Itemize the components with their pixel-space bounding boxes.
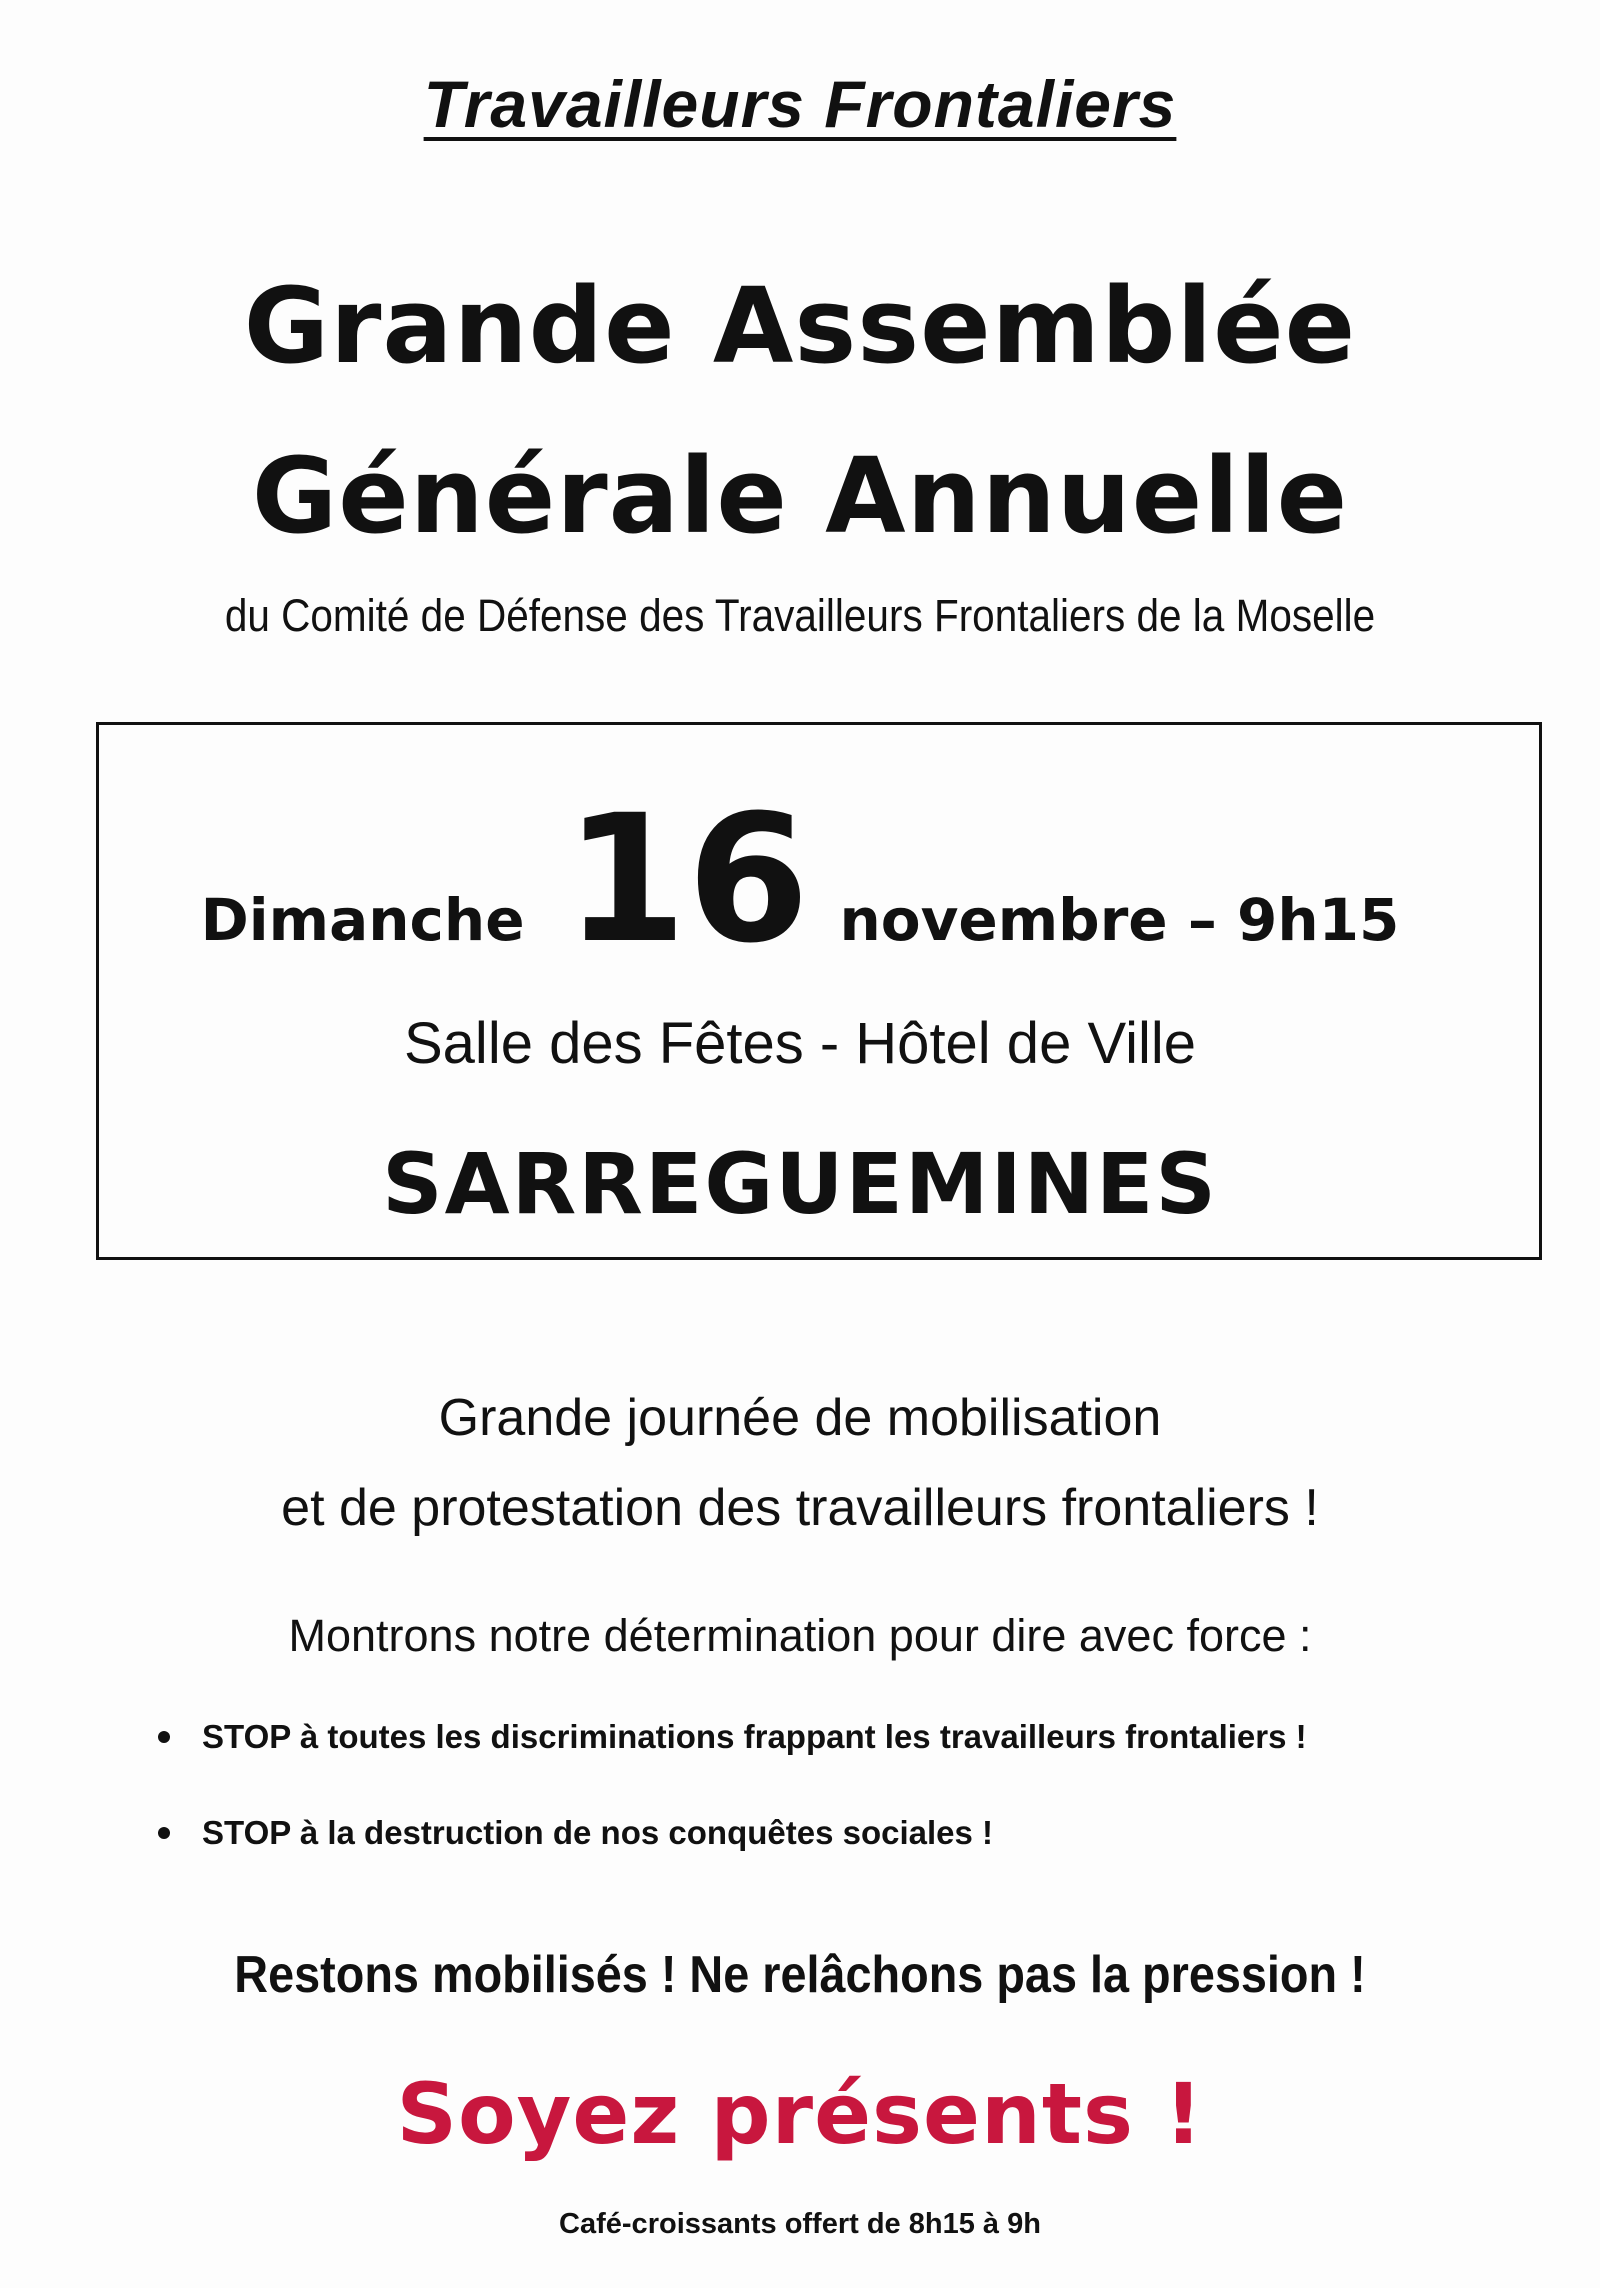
mobilisation-line2: et de protestation des travailleurs frontaliers ! <box>281 1479 1319 1537</box>
main-title-line1: Grande Assemblée <box>243 265 1357 387</box>
demands-list <box>150 1718 1307 1910</box>
event-date-line <box>0 777 1600 982</box>
header-title: Travailleurs Frontaliers <box>423 67 1177 141</box>
main-title-line2: Générale Annuelle <box>251 435 1349 557</box>
demand-item <box>150 1814 1307 1910</box>
subtitle: du Comité de Défense des Travailleurs Frontaliers de la Moselle <box>224 590 1376 641</box>
mobilisation-line1: Grande journée de mobilisation <box>438 1389 1162 1447</box>
cafe-croissants-note: Café-croissants offert de 8h15 à 9h <box>559 2208 1041 2240</box>
restons-text: Restons mobilisés ! Ne relâchons pas la pression ! <box>234 1946 1366 2004</box>
demand-text: STOP à la destruction de nos conquêtes sociales ! <box>202 1814 994 1851</box>
event-month-time: novembre – 9h15 <box>839 886 1400 954</box>
soyez-presents: Soyez présents ! <box>396 2065 1204 2163</box>
event-venue: Salle des Fêtes - Hôtel de Ville <box>403 1011 1196 1076</box>
event-day-name: Dimanche <box>200 886 525 954</box>
montrons-text: Montrons notre détermination pour dire avec force : <box>288 1610 1312 1661</box>
event-day-number: 16 <box>564 777 810 982</box>
demand-text: STOP à toutes les discriminations frappant les travailleurs frontaliers ! <box>202 1718 1307 1755</box>
bullet-icon <box>158 1731 170 1743</box>
demand-item <box>150 1718 1307 1814</box>
bullet-icon <box>158 1827 170 1839</box>
event-city: SARREGUEMINES <box>382 1135 1218 1233</box>
